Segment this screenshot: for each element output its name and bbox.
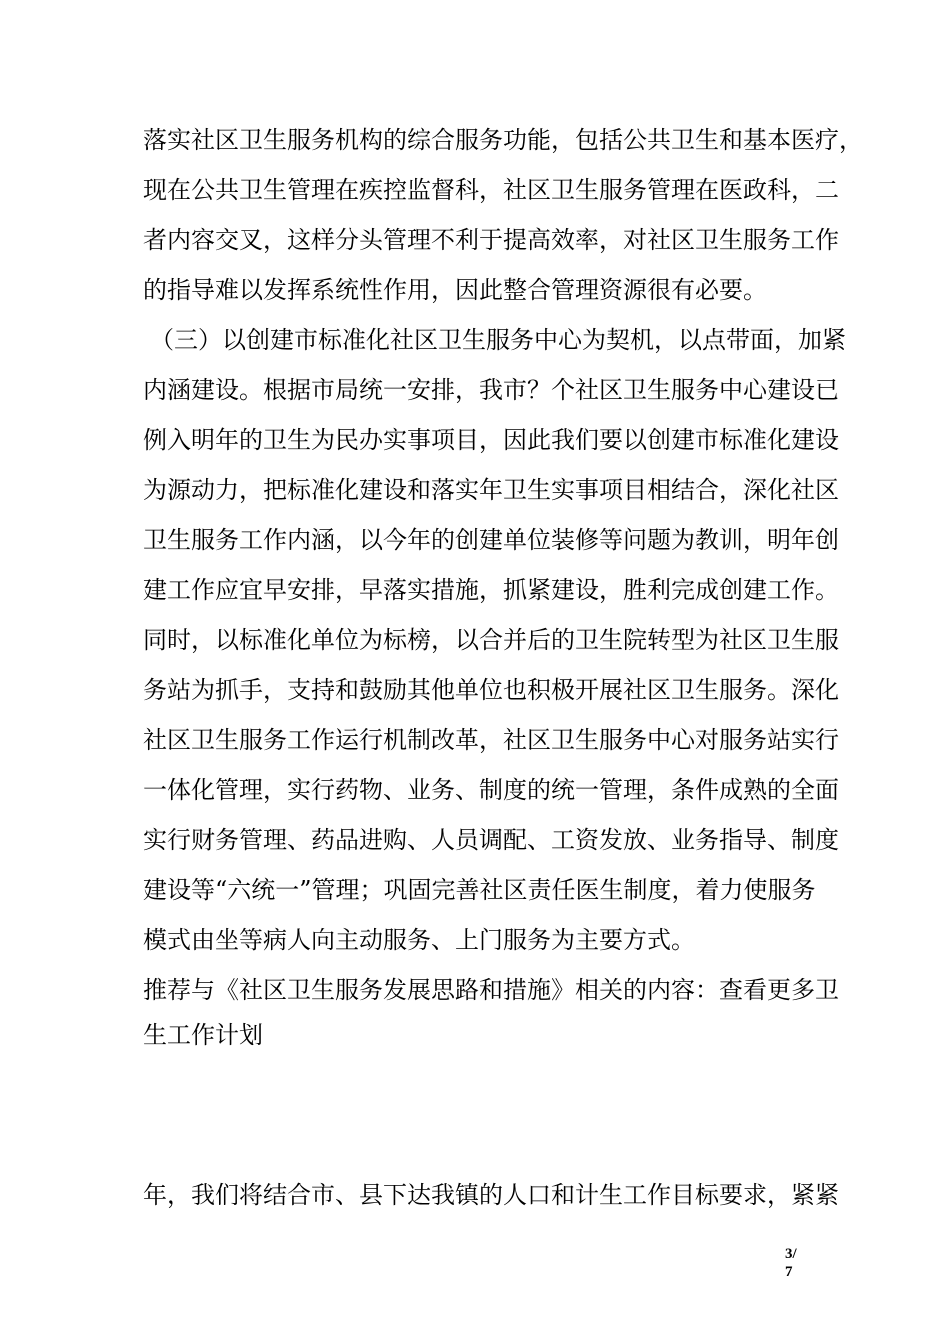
body-text-line: 现在公共卫生管理在疾控监督科，社区卫生服务管理在医政科，二 [143,176,839,204]
page-number-bottom: 7 [785,1264,793,1280]
related-content-line: 生工作计划 [143,1021,263,1049]
body-text-line: 一体化管理，实行药物、业务、制度的统一管理，条件成熟的全面 [143,776,839,804]
body-text-line: 者内容交叉，这样分头管理不利于提高效率，对社区卫生服务工作 [143,226,839,254]
body-text-line: 卫生服务工作内涵，以今年的创建单位装修等问题为教训，明年创 [143,526,839,554]
body-text-line: 年，我们将结合市、县下达我镇的人口和计生工作目标要求，紧紧 [143,1181,839,1209]
body-text-line: 模式由坐等病人向主动服务、上门服务为主要方式。 [143,926,695,954]
body-text-line: 同时，以标准化单位为标榜，以合并后的卫生院转型为社区卫生服 [143,626,839,654]
body-text-line: 为源动力，把标准化建设和落实年卫生实事项目相结合，深化社区 [143,476,839,504]
body-text-line: 例入明年的卫生为民办实事项目，因此我们要以创建市标准化建设 [143,426,839,454]
body-text-line: 的指导难以发挥系统性作用，因此整合管理资源很有必要。 [143,276,767,304]
page-number-top: 3/ [785,1246,797,1262]
body-text-line: 社区卫生服务工作运行机制改革，社区卫生服务中心对服务站实行 [143,726,839,754]
body-text-line: 建设等“六统一”管理；巩固完善社区责任医生制度，着力使服务 [143,876,816,904]
body-text-line: 落实社区卫生服务机构的综合服务功能，包括公共卫生和基本医疗， [143,126,863,154]
body-text-line: 建工作应宜早安排，早落实措施，抓紧建设，胜利完成创建工作。 [143,576,839,604]
body-text-line: （三）以创建市标准化社区卫生服务中心为契机，以点带面，加紧 [150,326,846,354]
body-text-line: 内涵建设。根据市局统一安排，我市？个社区卫生服务中心建设已 [143,376,839,404]
body-text-line: 实行财务管理、药品进购、人员调配、工资发放、业务指导、制度 [143,826,839,854]
related-content-line: 推荐与《社区卫生服务发展思路和措施》相关的内容：查看更多卫 [143,976,839,1004]
body-text-line: 务站为抓手，支持和鼓励其他单位也积极开展社区卫生服务。深化 [143,676,839,704]
